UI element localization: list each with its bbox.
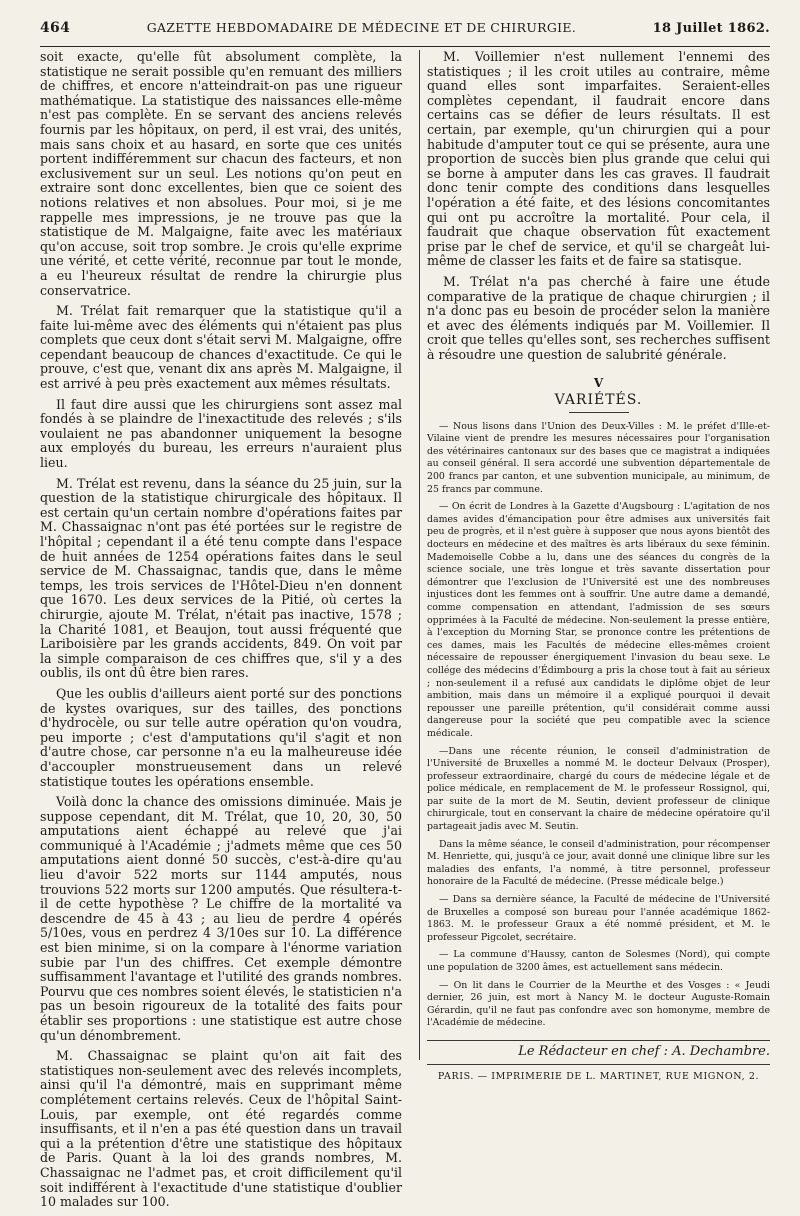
issue-date: 18 Juillet 1862.	[652, 21, 770, 36]
paragraph: M. Chassaignac se plaint qu'on ait fait des statistiques non-seulement avec des relevés incomplets, ainsi qu'il l'a démontré, mais en supprimant même complétement certains relevés. Ceux de l'hôpital Saint-Louis, par exemple, ont été regardés comme insuffisants, et il n'en a pas été question dans un travail qui a la prétention d'être une statistique des hôpitaux de Paris. Quant à la loi des grands nombres, M. Chassaignac ne l'admet pas, et croit difficilement qu'il soit indifférent à l'exactitude d'une statistique d'oublier 10 malades sur 100.	[40, 1048, 402, 1210]
news-item: Dans la même séance, le conseil d'administration, pour récompenser M. Henriette, qui, jusqu'à ce jour, avait donné une clinique libre sur les maladies des enfants, l'a nommé, à titre personnel, professeur honoraire de la Faculté de médecine. (Presse médicale belge.)	[427, 838, 770, 888]
editor-signature: Le Rédacteur en chef : A. Dechambre.	[518, 1043, 770, 1059]
paragraph: Que les oublis d'ailleurs aient porté sur des ponctions de kystes ovariques, sur des tailles, des ponctions d'hydrocèle, ou sur telle autre opération qu'on voudra, peu importe ; c'est d'amputations qu'il s'agit et non d'autre chose, car personne n'a eu la malheureuse idée d'accoupler monstrueusement dans un relevé statistique toutes les opérations ensemble.	[40, 685, 402, 789]
section-title: VARIÉTÉS.	[427, 393, 770, 413]
news-item: — La commune d'Haussy, canton de Solesmes (Nord), qui compte une population de 3200 âmes, est actuellement sans médecin.	[427, 949, 770, 973]
page-number: 464	[40, 20, 71, 36]
varietes-section	[427, 421, 770, 1030]
paragraph: M. Voillemier n'est nullement l'ennemi des statistiques ; il les croit utiles au contraire, même quand elles sont imparfaites. Seraient-elles complètes cependant, il faudrait encore dans certains cas se défier de leurs résultats. Il est certain, par exemple, qu'un chirurgien qui a pour habitude d'amputer tout ce qui se présente, aura une proportion de succès bien plus grande que celui qui se borne à amputer dans les cas graves. Il faudrait donc tenir compte des conditions dans lesquelles l'opération a été faite, et des lésions concomitantes qui ont pu accroître la mortalité. Pour cela, il faudrait que chaque observation fût exactement prise par le chef de service, et qu'il se chargeât lui-même de classer les faits et de faire sa statisque.	[427, 49, 770, 269]
printer-imprint: PARIS. — IMPRIMERIE DE L. MARTINET, RUE MIGNON, 2.	[427, 1064, 770, 1085]
column-divider	[419, 50, 420, 1060]
section-number: V	[593, 376, 604, 391]
news-item: —Dans une récente réunion, le conseil d'administration de l'Université de Bruxelles a nommé M. le docteur Delvaux (Prosper), professeur extraordinaire, chargé du cours de médecine légale et de police médicale, en remplacement de M. le professeur Rossignol, qui, par suite de la mort de M. Seutin, devient professeur de clinique chirurgicale, tout en conservant la chaire de médecine opératoire qu'il partageait jadis avec M. Seutin.	[427, 745, 770, 833]
news-item: — Dans sa dernière séance, la Faculté de médecine de l'Université de Bruxelles a composé son bureau pour l'année académique 1862-1863. M. le professeur Graux a été nommé président, et M. le professeur Pigcolet, secrétaire.	[427, 894, 770, 943]
paragraph: Il faut dire aussi que les chirurgiens sont assez mal fondés à se plaindre de l'inexactitude des relevés ; s'ils voulaient ne pas abandonner uniquement la besogne aux employés du bureau, les erreurs n'auraient plus lieu.	[40, 396, 402, 471]
news-item: — On lit dans le Courrier de la Meurthe et des Vosges : « Jeudi dernier, 26 juin, est mort à Nancy M. le docteur Auguste-Romain Gérardin, qu'il ne faut pas confondre avec son homonyme, membre de l'Académie de médecine.	[427, 979, 770, 1029]
paragraph: Voilà donc la chance des omissions diminuée. Mais je suppose cependant, dit M. Trélat, que 10, 20, 30, 50 amputations aient échappé au relevé que j'ai communiqué à l'Académie ; j'admets même que ces 50 amputations aient donné 50 succès, c'est-à-dire qu'au lieu d'avoir 522 morts sur 1144 amputés, nous trouvions 522 morts sur 1200 amputés. Que résultera-t-il de cette hypothèse ? Le chiffre de la mortalité va descendre de 45 à 43 ; au lieu de perdre 4 opérés 5/10es, vous en perdrez 4 3/10es sur 10. La différence est bien minime, si on la compare à l'énorme variation subie par l'un des chiffres. Cet exemple démontre suffisamment l'avantage et l'utilité des grands nombres. Pourvu que ces nombres soient élevés, le statisticien n'a pas un besoin rigoureux de la totalité des faits pour établir ses proportions : une statistique est autre chose qu'un dénombrement.	[40, 794, 402, 1043]
paragraph: M. Trélat n'a pas cherché à faire une étude comparative de la pratique de chaque chirurgien ; il n'a donc pas eu besoin de procéder selon la manière et avec des éléments indiqués par M. Voillemier. Il croit que telles qu'elles sont, ses recherches suffisent à résoudre une question de salubrité générale.	[427, 273, 770, 362]
divider	[427, 1040, 770, 1041]
paragraph: soit exacte, qu'elle fût absolument complète, la statistique ne serait possible qu'en remuant des milliers de chiffres, et encore n'atteindrait-on pas une rigueur mathématique. La statistique des naissances elle-même n'est pas complète. En se servant des anciens relevés fournis par les hôpitaux, on perd, il est vrai, des unités, mais sans choix et au hasard, en sorte que ces unités portent indifféremment sur chacun des facteurs, et non exclusivement sur un seul. Les notions qu'on peut en extraire sont donc excellentes, bien que ce soient des notions relatives et non absolues. Pour moi, si je me rappelle mes impressions, je ne trouve pas que la statistique de M. Malgaigne, faite avec les matériaux qu'on accuse, soit trop sombre. Je crois qu'elle exprime une vérité, et cette vérité, reconnue par tout le monde, a eu l'heureux résultat de rendre la chirurgie plus conservatrice.	[40, 49, 402, 298]
running-header	[40, 20, 770, 47]
paragraph: M. Trélat est revenu, dans la séance du 25 juin, sur la question de la statistique chirurgicale des hôpitaux. Il est certain qu'un certain nombre d'opérations faites par M. Chassaignac n'ont pas été portées sur le registre de l'hôpital ; cependant il a été tenu compte dans l'espace de huit années de 1254 opérations faites dans le seul service de M. Chassaignac, tandis que, dans le même temps, les trois services de l'Hôtel-Dieu n'en donnent que 1670. Les deux services de la Pitié, où certes la chirurgie, ajoute M. Trélat, n'était pas inactive, 1578 ; la Charité 1081, et Beaujon, tout aussi fréquenté que Lariboisière par les grands accidents, 849. On voit par la simple comparaison de ces chiffres que, s'il y a des oublis, ils ont dû être bien rares.	[40, 475, 402, 681]
news-item: — On écrit de Londres à la Gazette d'Augsbourg : L'agitation de nos dames avides d'émancipation pour être admises aux universités fait peu de progrès, et il n'est guère à supposer que nous ayons bientôt des docteurs en médecine et des maîtres ès arts libéraux du sexe féminin. Mademoiselle Cobbe a lu, dans une des séances du congrès de la science sociale, une très longue et très savante dissertation pour démontrer que l'exclusion de l'Université est une des nombreuses injustices dont les femmes ont à souffrir. Une autre dame a demandé, comme compensation en attendant, l'admission de ses sœurs opprimées à la Faculté de médecine. Non-seulement la presse entière, à l'exception du Morning Star, se prononce contre les prétentions de ces dames, mais les Facultés de médecine elles-mêmes croient nécessaire de repousser énergiquement l'invasion du beau sexe. Le collége des médecins d'Édimbourg a pris la chose tout à fait au sérieux ; non-seulement il a refusé aux candidats le diplôme objet de leur ambition, mais dans un mémoire il a expliqué pourquoi il devait repousser une pareille prétention, qu'il considérait comme aussi dangereuse pour la société que peu compatible avec la science médicale.	[427, 501, 770, 739]
journal-title: GAZETTE HEBDOMADAIRE DE MÉDECINE ET DE CHIRURGIE.	[146, 20, 577, 35]
left-column	[40, 50, 402, 1216]
news-item: — Nous lisons dans l'Union des Deux-Villes : M. le préfet d'Ille-et-Vilaine vient de prendre les mesures nécessaires pour l'organisation des vétérinaires cantonaux sur des bases que ce magistrat a indiquées au conseil général. Il sera accordé une subvention départementale de 200 francs par canton, et une subvention municipale, au minimum, de 25 francs par commune.	[427, 420, 770, 495]
paragraph: M. Trélat fait remarquer que la statistique qu'il a faite lui-même avec des éléments qui n'étaient pas plus complets que ceux dont s'était servi M. Malgaigne, offre cependant beaucoup de chances d'exactitude. Ce qui le prouve, c'est que, venant dix ans après M. Malgaigne, il est arrivé à peu près exactement aux mêmes résultats.	[40, 303, 402, 392]
right-column	[427, 50, 770, 1084]
